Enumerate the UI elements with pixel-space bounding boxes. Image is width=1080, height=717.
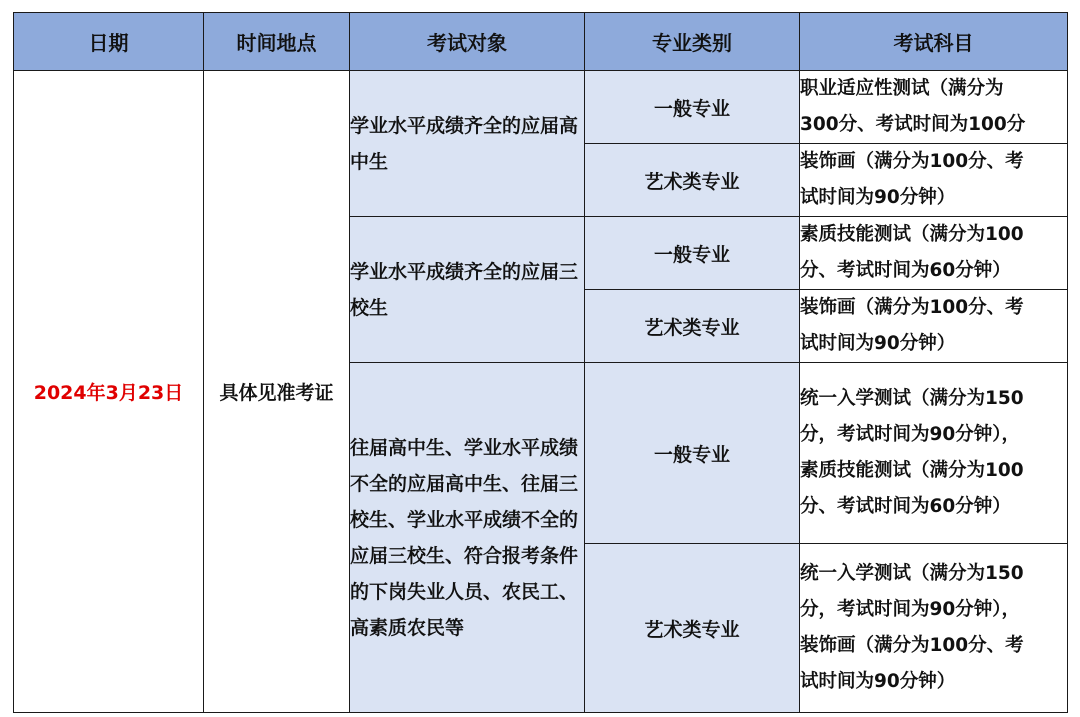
major-cell: 艺术类专业: [585, 290, 800, 363]
header-location: 时间地点: [204, 13, 350, 71]
subject-cell: 装饰画（满分为100分、考 试时间为90分钟）: [800, 290, 1068, 363]
subject-cell: 素质技能测试（满分为100 分、考试时间为60分钟）: [800, 217, 1068, 290]
exam-date: 2024年3月23日: [14, 71, 204, 713]
major-cell: 一般专业: [585, 71, 800, 144]
major-cell: 艺术类专业: [585, 544, 800, 713]
target-group-1: 学业水平成绩齐全的应届高中生: [350, 71, 585, 217]
header-target: 考试对象: [350, 13, 585, 71]
subject-cell: 统一入学测试（满分为150 分，考试时间为90分钟）， 素质技能测试（满分为100 分、考试时间为60分钟）: [800, 363, 1068, 544]
exam-location: 具体见准考证: [204, 71, 350, 713]
header-row: [14, 13, 1068, 71]
header-date: 日期: [14, 13, 204, 71]
major-cell: 艺术类专业: [585, 144, 800, 217]
exam-schedule-table: [13, 12, 1068, 713]
target-group-2: 学业水平成绩齐全的应届三校生: [350, 217, 585, 363]
table-row: [14, 71, 1068, 144]
header-subject: 考试科目: [800, 13, 1068, 71]
subject-cell: 统一入学测试（满分为150 分，考试时间为90分钟）， 装饰画（满分为100分、考 试时间为90分钟）: [800, 544, 1068, 713]
subject-cell: 装饰画（满分为100分、考 试时间为90分钟）: [800, 144, 1068, 217]
target-group-3: 往届高中生、学业水平成绩不全的应届高中生、往届三校生、学业水平成绩不全的应届三校生、符合报考条件的下岗失业人员、农民工、高素质农民等: [350, 363, 585, 713]
major-cell: 一般专业: [585, 217, 800, 290]
subject-cell: 职业适应性测试（满分为 300分、考试时间为100分: [800, 71, 1068, 144]
header-major: 专业类别: [585, 13, 800, 71]
major-cell: 一般专业: [585, 363, 800, 544]
